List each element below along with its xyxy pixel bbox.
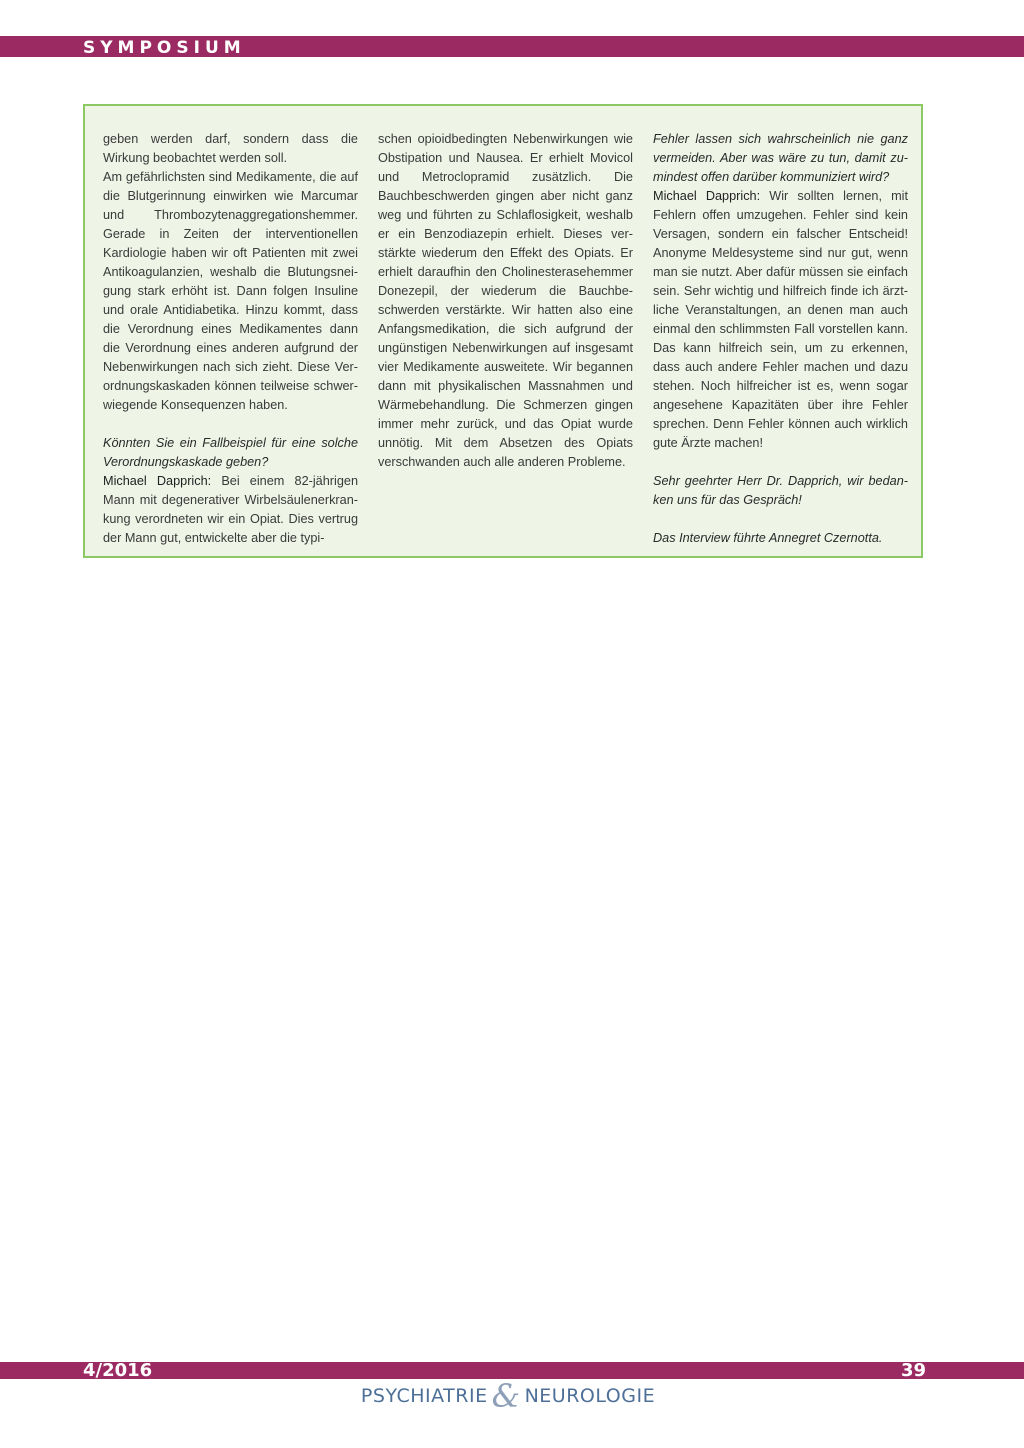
- interview-question: Könnten Sie ein Fallbeispiel für eine solche Verordnungskaskade geben?: [103, 436, 358, 469]
- answer-text: Wir sollten lernen, mit Fehlern offen umzugehen. Fehler sind kein Versagen, sondern ein falscher Entscheid! Anonyme Meldesysteme sind nur gut, wenn man sie nutzt. Aber dafür müssen sie einfach sein. Sehr wichtig und hilfreich finde ich ärztliche Veranstaltungen, an denen man auch einmal den schlimmsten Fall vorstellen kann. Das kann hilfreich sein, um zu erkennen, dass auch andere Fehler machen und dazu stehen. Noch hilfreicher ist es, wenn sogar angesehene Kapazitäten über ihre Fehler sprechen. Denn Fehler können auch wirklich gute Ärzte machen!: [653, 189, 909, 450]
- interview-question: Fehler lassen sich wahrscheinlich nie ganz vermeiden. Aber was wäre zu tun, damit zumindest offen darüber kommuniziert wird?: [653, 132, 908, 184]
- text-column-2: [378, 130, 633, 472]
- paragraph: Am gefährlichsten sind Medikamente, die auf die Blutgerinnung einwirken wie Marcumar und Thrombozytenaggregationshemmer. Gerade in Zeiten der interventionellen Kardiologie haben wir oft Patienten mit zwei Antikoagulanzien, weshalb die Blutungsneigung stark erhöht ist. Dann folgen Insuline und orale Antidiabetika. Hinzu kommt, dass die Verordnung eines Medikamentes dann die Verordnung eines anderen aufgrund der Nebenwirkungen nach sich zieht. Diese Verordnungskaskaden können teilweise schwerwiegende Konsequenzen haben.: [103, 170, 358, 412]
- interview-answer: [653, 187, 908, 453]
- logo-text-left: PSYCHIATRIE: [360, 1385, 488, 1407]
- paragraph-gap: [653, 453, 908, 472]
- journal-logo: [346, 1378, 670, 1414]
- logo-text-right: NEUROLOGIE: [524, 1385, 656, 1407]
- text-column-3: [653, 130, 908, 548]
- speaker-name: Michael Dapprich:: [653, 189, 761, 203]
- paragraph-gap: [103, 415, 358, 434]
- interview-answer: [103, 472, 358, 548]
- interview-box: [83, 104, 923, 558]
- page-number: 39: [900, 1360, 926, 1381]
- paragraph: geben werden darf, sondern dass die Wirkung beobachtet werden soll.: [103, 132, 358, 165]
- text-column-1: [103, 130, 358, 548]
- section-title: SYMPOSIUM: [83, 38, 246, 58]
- answer-text: Bei einem 82-jährigen Mann mit degenerativer Wirbelsäulenerkrankung verordneten wir ein Opiat. Dies vertrug der Mann gut, entwickelte aber die typi-: [103, 474, 358, 545]
- logo-ampersand: &: [491, 1377, 521, 1415]
- paragraph-gap: [653, 510, 908, 529]
- closing-remark: Sehr geehrter Herr Dr. Dapprich, wir bedanken uns für das Gespräch!: [653, 474, 908, 507]
- issue-number: 4/2016: [83, 1360, 153, 1381]
- speaker-name: Michael Dapprich:: [103, 474, 212, 488]
- interviewer-credit: Das Interview führte Annegret Czernotta.: [653, 531, 883, 545]
- paragraph: schen opioidbedingten Nebenwirkungen wie Obstipation und Nausea. Er erhielt Movicol und Metroclopramid zusätzlich. Die Bauchbeschwerden gingen aber nicht ganz weg und führten zu Schlaflosigkeit, weshalb er ein Benzodiazepin erhielt. Dieses verstärkte wiederum den Effekt des Opiats. Er erhielt daraufhin den Cholinesterasehemmer Donezepil, der wiederum die Bauchbeschwerden verstärkte. Wir hatten also eine Anfangsmedikation, die sich aufgrund der ungünstigen Nebenwirkungen auf insgesamt vier Medikamente ausweitete. Wir begannen dann mit physikalischen Massnahmen und Wärmebehandlung. Die Schmerzen gingen immer mehr zurück, und das Opiat wurde unnötig. Mit dem Absetzen des Opiats verschwanden auch alle anderen Probleme.: [378, 132, 633, 469]
